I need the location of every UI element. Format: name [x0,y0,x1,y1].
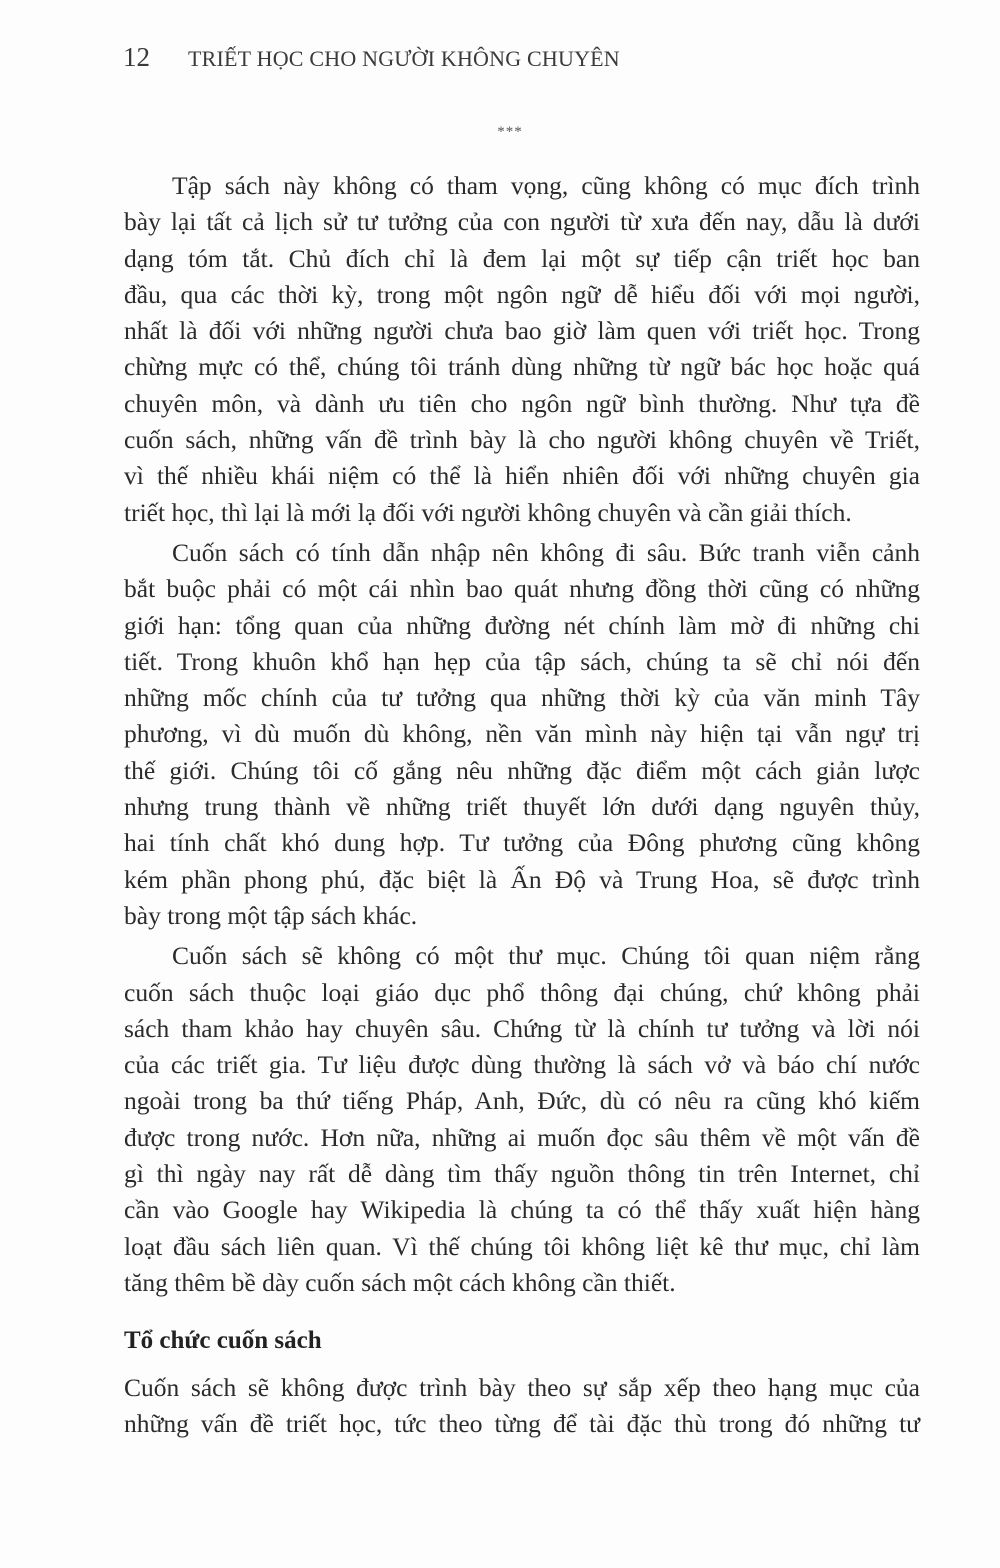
text-line: chừng mực có thể, chúng tôi tránh dùng những từ ngữ bác học hoặc quá [124,352,920,382]
text-line: của các triết gia. Tư liệu được dùng thường là sách vở và báo chí nước [124,1050,920,1080]
text-line: tăng thêm bề dày cuốn sách một cách không cần thiết. [124,1267,676,1297]
text-line: Tập sách này không có tham vọng, cũng không có mục đích trình [172,171,920,200]
text-line: cuốn sách thuộc loại giáo dục phổ thông đại chúng, chứ không phải [124,977,920,1007]
book-title: TRIẾT HỌC CHO NGƯỜI KHÔNG CHUYÊN [188,46,620,71]
text-line: tiết. Trong khuôn khổ hạn hẹp của tập sách, chúng ta sẽ chỉ nói đến [124,646,920,676]
text-line: những vấn đề triết học, tức theo từng để tài đặc thù trong đó những tư [124,1408,920,1438]
text-line: Cuốn sách có tính dẫn nhập nên không đi sâu. Bức tranh viễn cảnh [172,537,920,567]
text-line: đầu, qua các thời kỳ, trong một ngôn ngữ dễ hiểu đối với mọi người, [124,279,920,309]
section-paragraph [124,1370,920,1443]
text-line: kém phần phong phú, đặc biệt là Ấn Độ và Trung Hoa, sẽ được trình [124,864,920,894]
text-line: cần vào Google hay Wikipedia là chúng ta có thể thấy xuất hiện hàng [124,1195,920,1225]
text-line: hai tính chất khó dung hợp. Tư tưởng của Đông phương cũng không [124,828,920,858]
text-line: những mốc chính của tư tưởng qua những thời kỳ của văn minh Tây [124,683,920,713]
text-line: bày trong một tập sách khác. [124,900,418,930]
text-line: nhất là đối với những người chưa bao giờ làm quen với triết học. Trong [124,316,920,346]
running-header [123,42,620,73]
text-line: sách tham khảo hay chuyên sâu. Chứng từ là chính tư tưởng và lời nói [124,1013,920,1043]
text-line: gì thì ngày nay rất dễ dàng tìm thấy nguồn thông tin trên Internet, chỉ [124,1159,920,1189]
text-line: bắt buộc phải có một cái nhìn bao quát nhưng đồng thời cũng có những [124,574,920,604]
text-line: loạt đầu sách liên quan. Vì thế chúng tôi không liệt kê thư mục, chỉ làm [124,1231,920,1261]
text-line: triết học, thì lại là mới lạ đối với người không chuyên và cần giải thích. [124,497,852,527]
text-line: giới hạn: tổng quan của những đường nét chính làm mờ đi những chi [124,610,920,640]
text-line: Cuốn sách sẽ không có một thư mục. Chúng tôi quan niệm rằng [172,941,920,971]
paragraph [124,168,920,531]
paragraph [124,535,920,934]
text-line: chuyên môn, và dành ưu tiên cho ngôn ngữ bình thường. Như tựa đề [124,388,920,418]
page-number: 12 [123,42,150,72]
text-line: nhưng trung thành về những triết thuyết lớn dưới dạng nguyên thủy, [124,792,920,822]
paragraph [124,938,920,1301]
text-line: Cuốn sách sẽ không được trình bày theo sự sắp xếp theo hạng mục của [124,1372,920,1402]
text-line: được trong nước. Hơn nữa, những ai muốn đọc sâu thêm về một vấn đề [124,1122,920,1152]
paragraphs [124,168,920,1301]
text-line: bày lại tất cả lịch sử tư tưởng của con người từ xưa đến nay, dẫu là dưới [124,207,920,237]
text-line: phương, vì dù muốn dù không, nền văn mình này hiện tại vẫn ngự trị [124,719,920,749]
body-text [124,168,920,1442]
section-heading: Tổ chức cuốn sách [124,1327,322,1355]
section-separator: *** [497,124,523,140]
text-line: ngoài trong ba thứ tiếng Pháp, Anh, Đức, dù có nêu ra cũng khó kiếm [124,1086,920,1116]
text-line: thế giới. Chúng tôi cố gắng nêu những đặc điểm một cách giản lược [124,755,920,785]
text-line: vì thế nhiều khái niệm có thể là hiển nhiên đối với những chuyên gia [124,461,920,491]
text-line: dạng tóm tắt. Chủ đích chỉ là đem lại một sự tiếp cận triết học ban [124,243,920,273]
text-line: cuốn sách, những vấn đề trình bày là cho người không chuyên về Triết, [124,425,920,455]
